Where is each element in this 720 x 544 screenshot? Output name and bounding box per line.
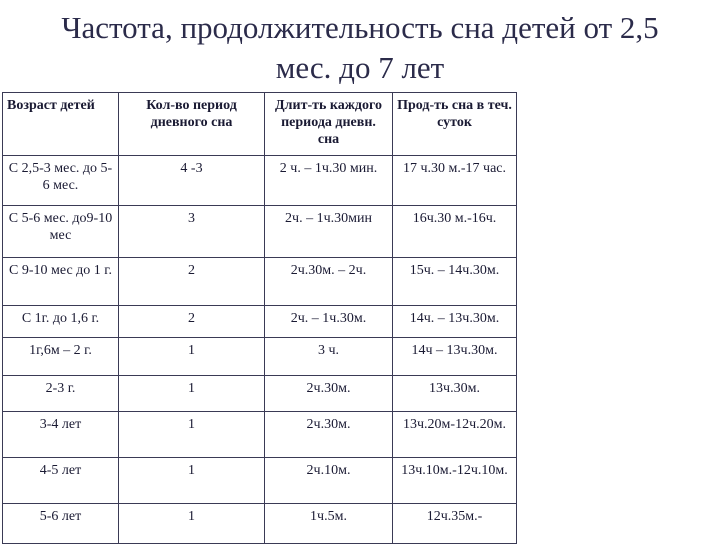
cell-duration: 2ч.30м. – 2ч. (265, 258, 393, 306)
table-row (3, 376, 517, 412)
cell-age: 3-4 лет (3, 412, 119, 458)
cell-periods: 1 (119, 458, 265, 504)
cell-periods: 3 (119, 206, 265, 258)
cell-age: 5-6 лет (3, 504, 119, 544)
title-line-1: Частота, продолжительность сна детей от 2,5 (61, 10, 659, 45)
cell-age: 1г,6м – 2 г. (3, 338, 119, 376)
cell-total: 14ч – 13ч.30м. (393, 338, 517, 376)
page-title (0, 8, 720, 88)
table-row (3, 458, 517, 504)
cell-periods: 1 (119, 338, 265, 376)
header-total-daily: Прод-ть сна в теч. суток (393, 93, 517, 156)
cell-total: 13ч.20м-12ч.20м. (393, 412, 517, 458)
cell-total: 15ч. – 14ч.30м. (393, 258, 517, 306)
cell-duration: 2ч.30м. (265, 376, 393, 412)
cell-periods: 1 (119, 412, 265, 458)
cell-periods: 4 -3 (119, 156, 265, 206)
table-row (3, 206, 517, 258)
table-row (3, 156, 517, 206)
cell-periods: 2 (119, 306, 265, 338)
header-age: Возраст детей (3, 93, 119, 156)
cell-age: 4-5 лет (3, 458, 119, 504)
table-row (3, 412, 517, 458)
cell-age: С 1г. до 1,6 г. (3, 306, 119, 338)
header-duration-each: Длит-ть каждого периода дневн. сна (265, 93, 393, 156)
cell-total: 14ч. – 13ч.30м. (393, 306, 517, 338)
cell-total: 16ч.30 м.-16ч. (393, 206, 517, 258)
table-row (3, 306, 517, 338)
title-line-2: мес. до 7 лет (275, 50, 445, 85)
cell-duration: 2ч. – 1ч.30мин (265, 206, 393, 258)
cell-age: С 2,5-3 мес. до 5-6 мес. (3, 156, 119, 206)
cell-periods: 1 (119, 504, 265, 544)
cell-duration: 2ч.10м. (265, 458, 393, 504)
table-header-row (3, 93, 517, 156)
cell-age: С 9-10 мес до 1 г. (3, 258, 119, 306)
cell-duration: 2ч. – 1ч.30м. (265, 306, 393, 338)
cell-age: 2-3 г. (3, 376, 119, 412)
sleep-table (2, 92, 517, 544)
cell-duration: 3 ч. (265, 338, 393, 376)
cell-total: 13ч.10м.-12ч.10м. (393, 458, 517, 504)
cell-total: 17 ч.30 м.-17 час. (393, 156, 517, 206)
cell-duration: 2ч.30м. (265, 412, 393, 458)
cell-total: 12ч.35м.- (393, 504, 517, 544)
table-row (3, 338, 517, 376)
cell-periods: 2 (119, 258, 265, 306)
cell-duration: 2 ч. – 1ч.30 мин. (265, 156, 393, 206)
header-periods: Кол-во период дневного сна (119, 93, 265, 156)
table-row (3, 258, 517, 306)
cell-age: С 5-6 мес. до9-10 мес (3, 206, 119, 258)
cell-duration: 1ч.5м. (265, 504, 393, 544)
table-row (3, 504, 517, 544)
cell-periods: 1 (119, 376, 265, 412)
cell-total: 13ч.30м. (393, 376, 517, 412)
